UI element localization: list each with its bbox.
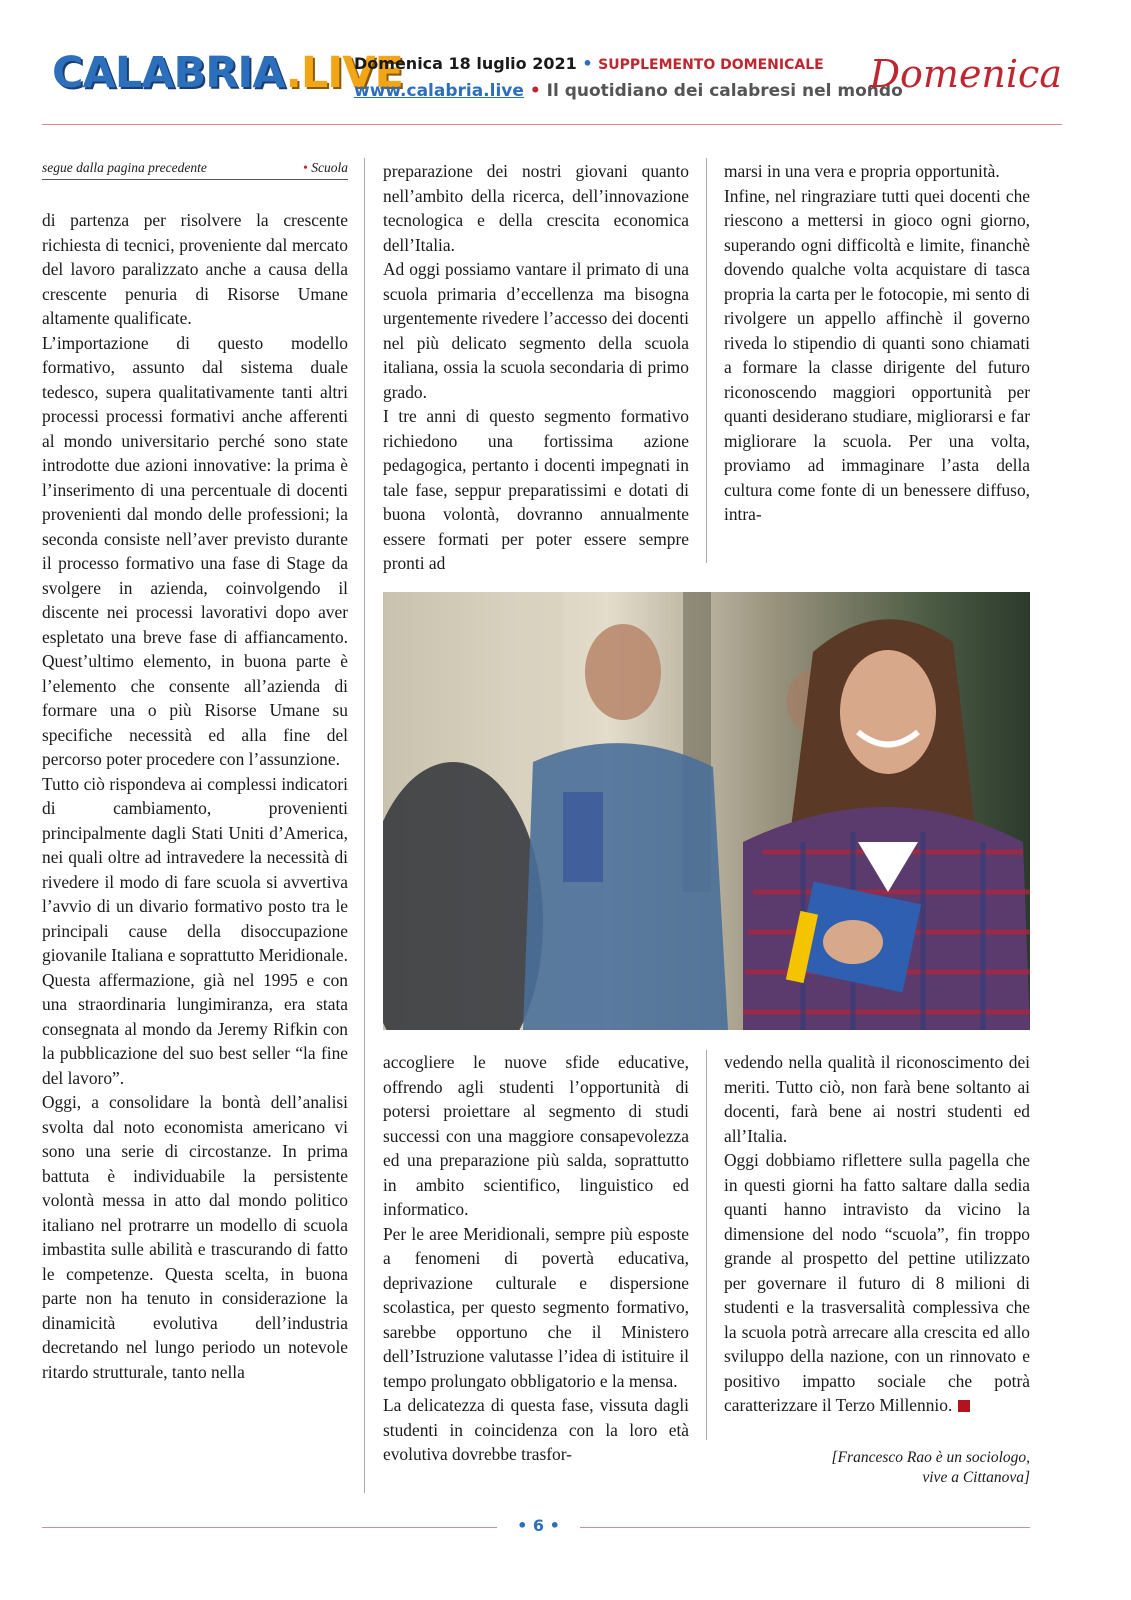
column-divider	[364, 158, 365, 1493]
paragraph: vedendo nella qualità il riconoscimento dei meriti. Tutto ciò, non farà bene soltanto ai docenti, farà bene ai nostri studenti ed all’Italia.	[724, 1052, 1030, 1146]
author-note-line: vive a Cittanova]	[922, 1469, 1030, 1486]
paragraph: Oggi, a consolidare la bontà dell’analisi svolta dal noto economista americano vi sono una serie di circostanze. In prima battuta è individuabile la persistente volontà messa in atto dal mondo politico italiano nel protrarre un modello di scuola imbastita sulle abilità e trascurando di fatto le competenze. Questa scelta, in buona parte non ha tenuto in considerazione la dinamicità evolutiva dell’industria decretando nel lungo periodo un notevole ritardo strutturale, tanto nella	[42, 1092, 348, 1382]
edition-title: Domenica	[869, 52, 1062, 96]
paragraph: preparazione dei nostri giovani quanto nell’ambito della ricerca, dell’innovazione tecnologica e della crescita economica dell’Italia.	[383, 161, 689, 255]
calabria-live-logo[interactable]	[52, 48, 403, 98]
continuation-label	[42, 160, 348, 180]
issue-date: Domenica 18 luglio 2021	[354, 54, 577, 73]
paragraph: marsi in una vera e propria opportunità.	[724, 161, 1000, 181]
article-column-2-top	[383, 159, 689, 576]
paragraph: Ad oggi possiamo vantare il primato di una scuola primaria d’eccellenza ma bisogna urgentemente rivedere l’accesso dei docenti nel più delicato segmento della scuola italiana, ossia la scuola secondaria di primo grado.	[383, 259, 689, 402]
bullet-separator: •	[582, 54, 593, 73]
article-column-1	[42, 208, 348, 1384]
logo-calabria-text: CALABRIA	[52, 48, 286, 98]
column-divider	[706, 158, 707, 563]
author-note-line: [Francesco Rao è un sociologo,	[831, 1449, 1030, 1466]
bullet-separator: •	[529, 81, 541, 101]
masthead	[42, 40, 1062, 120]
article-column-3-top	[724, 159, 1030, 527]
column-divider	[706, 1050, 707, 1440]
article-column-2-bottom	[383, 1050, 689, 1467]
header-divider	[42, 124, 1062, 125]
supplement-label: SUPPLEMENTO DOMENICALE	[598, 57, 824, 73]
closing-paragraph: Oggi dobbiamo riflettere sulla pagella che in questi giorni ha fatto saltare dalla sedia quanti hanno intravisto da vicino la dimensione del nodo “scuola”, fin troppo grande al prospetto del pettine utilizzato per governare il futuro di 8 milioni di studenti e la trasversalità complessiva che la scuola potrà arrecare alla crescita ed allo sviluppo della nazione, con un rinnovato e positivo impatto sociale che potrà caratterizzare il Terzo Millennio.	[724, 1150, 1030, 1415]
site-url-link[interactable]: www.calabria.live	[354, 81, 524, 101]
section-label	[303, 160, 348, 176]
paragraph: accogliere le nuove sfide educative, offrendo agli studenti l’opportunità di potersi proiettare al segmento di studi successi con una maggiore consapevolezza ed una preparazione più salda, soprattutto in ambito scientifico, linguistico ed informatico.	[383, 1052, 689, 1219]
bullet-separator: •	[303, 160, 308, 175]
photo-illustration	[383, 592, 1030, 1030]
logo-live-text: .LIVE	[285, 48, 403, 98]
footer-divider	[42, 1527, 497, 1528]
paragraph	[724, 1148, 1030, 1418]
paragraph: L’importazione di questo modello formativo, assunto dal sistema duale tedesco, supera qualitativamente tanti altri processi processi formativi anche afferenti al mondo universitario perché sono state introdotte due azioni innovative: la prima è l’inserimento di una percentuale di docenti provenienti dal mondo delle professioni; la seconda consiste nell’aver previsto durante il processo formativo una fase di Stage da svolgere in azienda, coinvolgendo il discente nei processi lavorativi dopo aver espletato una breve fase di affiancamento. Quest’ultimo elemento, in buona parte è l’elemento che consente all’azienda di formare una o più Risorse Umane su specifiche necessità ed alla fine del percorso poter procedere con l’assunzione.	[42, 332, 348, 769]
article-column-3-bottom	[724, 1050, 1030, 1418]
paragraph: di partenza per risolvere la crescente richiesta di tecnici, proveniente dal mercato del lavoro paralizzato anche a causa della crescente penuria di Risorse Umane altamente qualificate.	[42, 210, 348, 328]
footer-divider	[580, 1527, 1030, 1528]
article-end-mark	[958, 1400, 970, 1412]
paragraph: Tutto ciò rispondeva ai complessi indicatori di cambiamento, provenienti principalmente dagli Stati Uniti d’America, nei quali oltre ad intravedere la necessità di rivedere il modo di fare scuola si avvertiva l’avvio di un divario formativo posto tra le principali cause della disoccupazione giovanile Italiana e soprattutto Meridionale. Questa affermazione, già nel 1995 e con una straordinaria lungimiranza, era stata consegnata al mondo da Jeremy Rifkin con la pubblicazione del suo best seller “la fine del lavoro”.	[42, 773, 348, 1088]
masthead-info	[354, 54, 903, 101]
page-number: • 6 •	[517, 1516, 560, 1535]
paragraph: Per le aree Meridionali, sempre più esposte a fenomeni di povertà educativa, deprivazione culturale e dispersione scolastica, per questo segmento formativo, sarebbe opportuno che il Ministero dell’Istruzione valutasse l’idea di istituire il tempo prolungato obbligatorio e la mensa.	[383, 1223, 689, 1391]
paragraph: La delicatezza di questa fase, vissuta dagli studenti in coincidenza con la loro età evolutiva dovrebbe trasfor-	[383, 1395, 689, 1464]
paragraph: Infine, nel ringraziare tutti quei docenti che riescono a mettersi in gioco ogni giorno, superando ogni difficoltà e limite, financhè dovendo qualche volta acquistare di tasca propria la carta per le fotocopie, mi sento di rivolgere un appello affinchè il governo riveda lo stipendio di quanti sono chiamati a formare la classe dirigente del futuro riconoscendo maggiori opportunità per quanti desiderano studiare, migliorarsi e far migliorare la scuola. Per una volta, proviamo ad immaginare l’asta della cultura come fonte di un benessere diffuso, intra-	[724, 185, 1030, 524]
paragraph: I tre anni di questo segmento formativo richiedono una fortissima azione pedagogica, pertanto i docenti impegnati in tale fase, seppur preparatissimi e dotati di buona volontà, dovranno annualmente essere formati per poter essere sempre pronti ad	[383, 406, 689, 573]
tagline: Il quotidiano dei calabresi nel mondo	[546, 81, 903, 101]
continuation-text: segue dalla pagina precedente	[42, 160, 207, 175]
students-photo	[383, 592, 1030, 1030]
author-note	[724, 1448, 1030, 1488]
section-name: Scuola	[311, 160, 348, 175]
